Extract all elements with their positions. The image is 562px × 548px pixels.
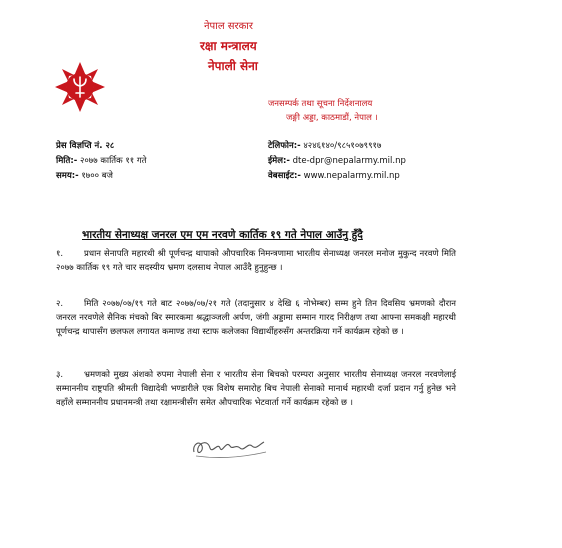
paragraph-2: २. मिति २०७७/०७/१९ गते बाट २०७७/०७/२१ गते (तदानुसार ४ देखि ६ नोभेम्बर) सम्म हुने तिन दिवसिय भ्रमणको दौरान जनरल नरवणेले सैनिक मंचको बिर स्मारकमा श्रद्धाञ्जली अर्पण, जंगी अड्डामा सम्मान गारद निरीक्षण तथा आफ्ना समकक्षी महारथी पूर्णचन्द्र थापासँग छलफल लगायत कमाण्ड तथा स्टाफ कलेजका विद्यार्थीहरुसँग अन्तरक्रिया गर्ने कार्यक्रम रहेको छ । bbox=[56, 299, 456, 337]
nepal-army-star-emblem-icon bbox=[55, 62, 105, 112]
release-date: मिति:- २०७७ कार्तिक ११ गते bbox=[56, 156, 147, 166]
telephone: टेलिफोन:- ४२४६१४०/९८५१०७९९१७ bbox=[268, 141, 382, 151]
press-release-number: प्रेस विज्ञप्ति नं. २८ bbox=[56, 141, 115, 151]
website: वेबसाईट:- www.nepalarmy.mil.np bbox=[268, 171, 400, 181]
government-heading: नेपाल सरकार bbox=[204, 21, 253, 32]
signature-icon bbox=[188, 432, 272, 462]
email: ईमेल:- dte-dpr@nepalarmy.mil.np bbox=[268, 156, 406, 166]
press-release-title: भारतीय सेनाध्यक्ष जनरल एम एम नरवणे कार्तिक १९ गते नेपाल आउँनु हुँदै bbox=[82, 229, 363, 241]
paragraph-3: ३. भ्रमणको मुख्य अंशको रुपमा नेपाली सेना र भारतीय सेना बिचको परम्परा अनुसार भारतीय सेनाध्यक्ष जनरल नरवणेलाई सम्माननीय राष्ट्रपति श्रीमती विद्यादेवी भण्डारीले एक विशेष समारोह बिच नेपाली सेनाको मानार्थ महारथी दर्जा प्रदान गर्नु हुनेछ भने वहाँले सम्माननीय प्रधानमन्त्री तथा रक्षामन्त्रीसँग समेत औपचारिक भेटवार्ता गर्ने कार्यक्रम रहेको छ । bbox=[56, 370, 456, 408]
office-name: जनसम्पर्क तथा सूचना निर्देशनालय bbox=[268, 99, 373, 109]
paragraph-1: १. प्रधान सेनापति महारथी श्री पूर्णचन्द्र थापाको औपचारिक निमन्त्रणामा भारतीय सेनाध्यक्ष जनरल मनोज मुकुन्द नरवणे मिति २०७७ कार्तिक १९ गते चार सदस्यीय भ्रमण दलसाथ नेपाल आउँदै हुनुहुन्छ । bbox=[56, 249, 456, 273]
army-heading: नेपाली सेना bbox=[208, 59, 258, 73]
ministry-heading: रक्षा मन्त्रालय bbox=[200, 39, 257, 53]
office-address: जङ्गी अड्डा, काठमाडौं, नेपाल । bbox=[286, 113, 378, 123]
release-time: समय:- १७०० बजे bbox=[56, 171, 113, 181]
